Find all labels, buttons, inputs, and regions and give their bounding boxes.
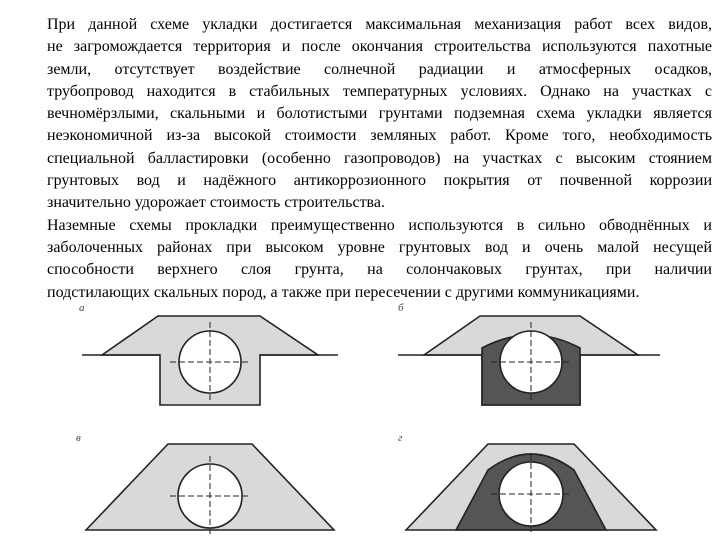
figure-label-a: а — [79, 302, 85, 314]
embankment-diagram-v — [80, 430, 350, 535]
text-line: вечномёрзлыми, скальными и болотистыми грунтами подземная схема укладки является — [47, 105, 712, 123]
trench-diagram-b — [392, 300, 662, 420]
text-line: неэкономичной из-за высокой стоимости земляных работ. Кроме того, необходимость — [47, 127, 712, 145]
text-line: способности верхнего слоя грунта, на солончаковых грунтах, при наличии — [47, 261, 712, 279]
trench-diagram-a — [80, 300, 340, 420]
text-line: трубопровод находится в стабильных температурных условиях. Однако на участках с — [47, 82, 712, 100]
text-line: грунтовых вод и надёжного антикоррозионного покрытия от почвенной коррозии — [47, 172, 712, 190]
figure-label-b: б — [398, 302, 404, 314]
text-line: специальной балластировки (особенно газопроводов) на участках с высоким стоянием — [47, 149, 712, 167]
body-text — [19, 14, 712, 304]
text-line: значительно удорожает стоимость строительства. — [47, 194, 385, 212]
paragraph-1 — [19, 14, 712, 215]
paragraph-2 — [19, 215, 712, 304]
text-line: земли, отсутствует воздействие солнечной радиации и атмосферных осадков, — [47, 60, 712, 78]
figure-label-v: в — [76, 432, 81, 444]
text-line: не загромождается территория и после окончания строительства используются пахотные — [47, 38, 712, 56]
figure-label-g: г — [398, 432, 403, 444]
embankment-diagram-g — [392, 430, 662, 535]
text-line: Наземные схемы прокладки преимущественно используются в сильно обводнённых и — [47, 216, 712, 234]
text-line: При данной схеме укладки достигается максимальная механизация работ всех видов, — [47, 16, 712, 33]
text-line: подстилающих скальных пород, а также при пересечении с другими коммуникациями. — [47, 283, 640, 301]
text-line: заболоченных районах при высоком уровне грунтовых вод и очень малой несущей — [47, 238, 712, 256]
